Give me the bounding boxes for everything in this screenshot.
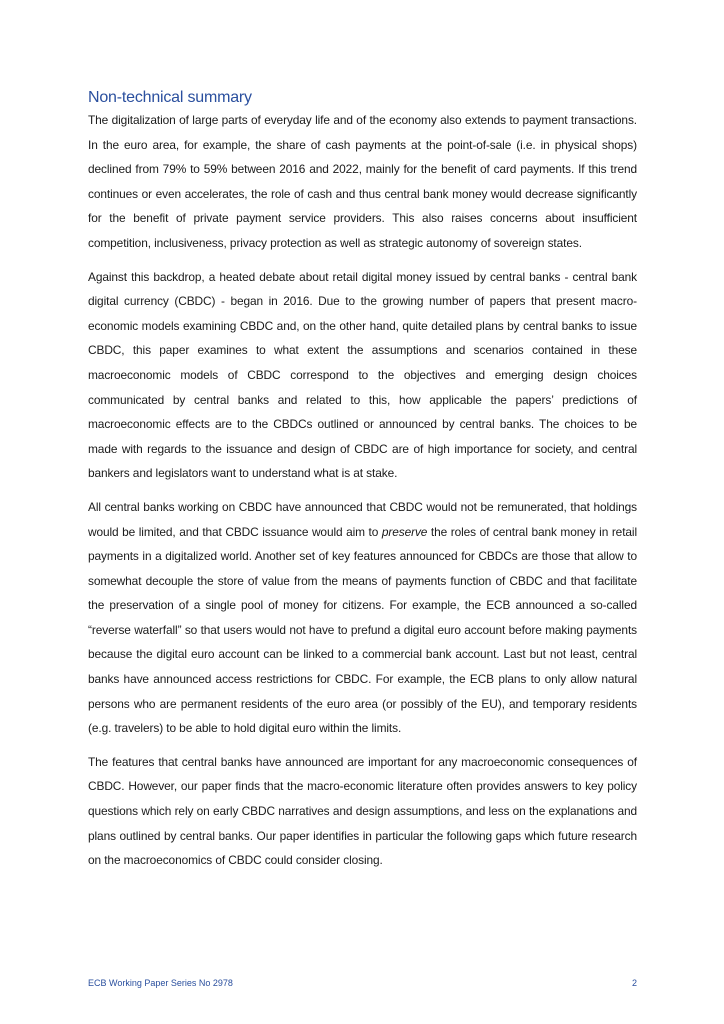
paragraph-1: The digitalization of large parts of everyday life and of the economy also extends to payment transactions. In the euro area, for example, the share of cash payments at the point-of-sale (i.e. in physical shops) declined from 79% to 59% between 2016 and 2022, mainly for the benefit of card payments. If this trend continues or even accelerates, the role of cash and thus central bank money would decrease significantly for the benefit of private payment service providers. This also raises concerns about insufficient competition, inclusiveness, privacy protection as well as strategic autonomy of sovereign states. xyxy=(88,113,637,250)
paragraph-3 xyxy=(88,495,637,741)
footer-series-label: ECB Working Paper Series No 2978 xyxy=(88,978,233,988)
paragraph-3-part-2: the roles of central bank money in retail payments in a digitalized world. Another set of key features announced for CBDCs are those that allow to somewhat decouple the store of value from the means of payments function of CBDC and that facilitate the preservation of a single pool of money for citizens. For example, the ECB announced a so-called “reverse waterfall” so that users would not have to prefund a digital euro account before making payments because the digital euro account can be linked to a commercial bank account. Last but not least, central banks have announced access restrictions for CBDC. For example, the ECB plans to only allow natural persons who are permanent residents of the euro area (or possibly of the EU), and temporary residents (e.g. travelers) to be able to hold digital euro within the limits. xyxy=(88,524,637,736)
document-body xyxy=(88,88,637,882)
section-heading: Non-technical summary xyxy=(88,89,252,106)
footer-page-number: 2 xyxy=(631,978,637,988)
paragraph-3-emphasis: preserve xyxy=(381,524,428,539)
paragraph-3-part-1: All central banks working on CBDC have announced that CBDC would not be remunerated, that holdings would be limited, and that CBDC issuance would aim to xyxy=(88,499,637,539)
paragraph-2: Against this backdrop, a heated debate about retail digital money issued by central banks - central bank digital currency (CBDC) - began in 2016. Due to the growing number of papers that present macro-economic models examining CBDC and, on the other hand, quite detailed plans by central banks to issue CBDC, this paper examines to what extent the assumptions and scenarios contained in these macroeconomic models of CBDC correspond to the objectives and emerging design choices communicated by central banks and related to this, how applicable the papers’ predictions of macroeconomic effects are to the CBDCs outlined or announced by central banks. The choices to be made with regards to the issuance and design of CBDC are of high importance for society, and central bankers and legislators want to understand what is at stake. xyxy=(88,269,637,481)
paragraph-4: The features that central banks have announced are important for any macroeconomic consequences of CBDC. However, our paper finds that the macro-economic literature often provides answers to key policy questions which rely on early CBDC narratives and design assumptions, and less on the explanations and plans outlined by central banks. Our paper identifies in particular the following gaps which future research on the macroeconomics of CBDC could consider closing. xyxy=(88,754,637,868)
page-footer xyxy=(88,978,637,988)
